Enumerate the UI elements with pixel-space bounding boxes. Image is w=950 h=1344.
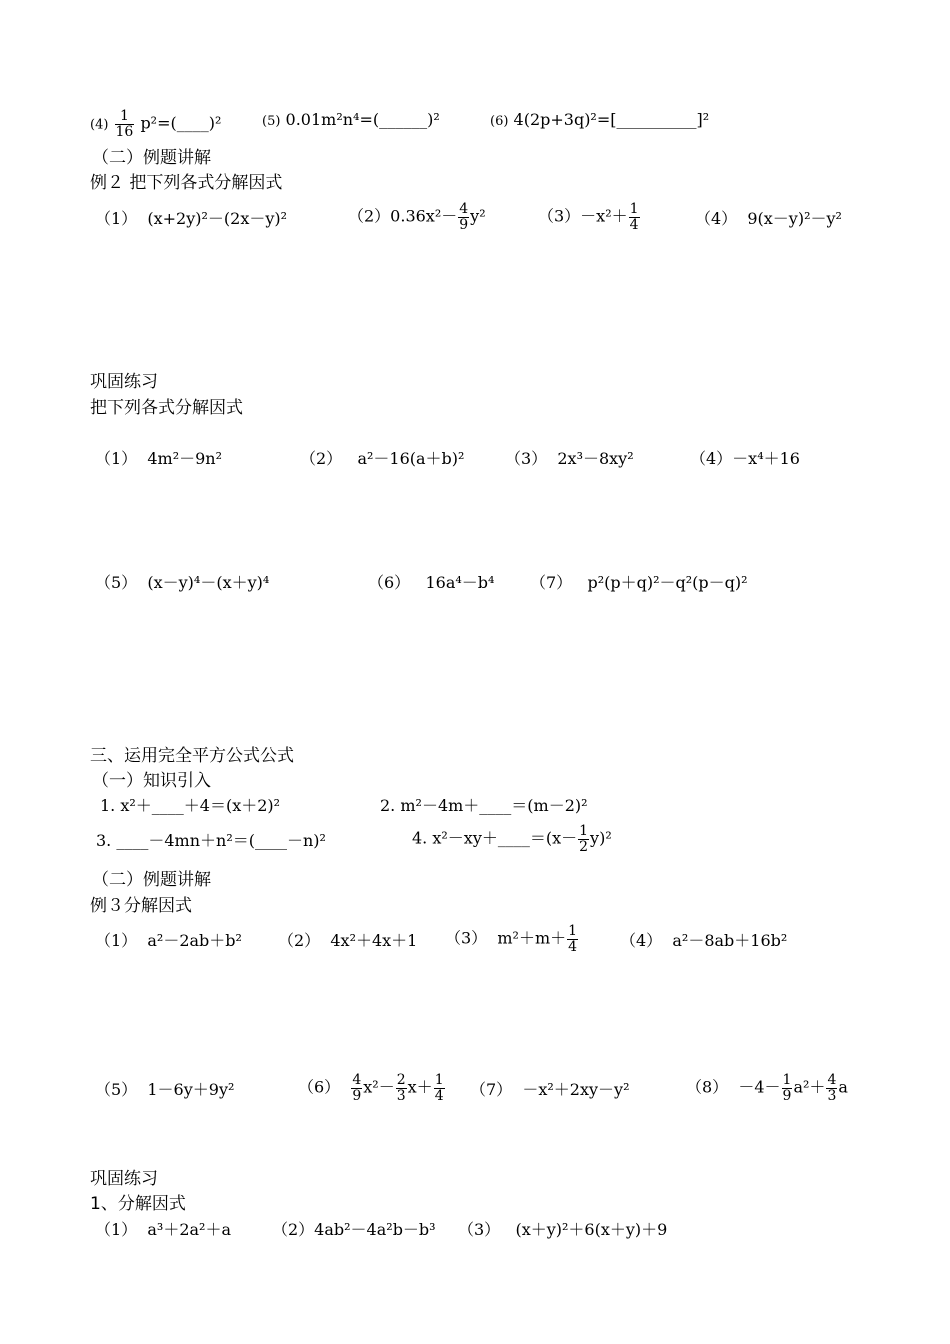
expression: (x+2y)²－(2x－y)² — [147, 209, 288, 228]
ex3-q7: （7） －x²＋2xy－y² — [470, 1080, 630, 1099]
c1-q3: （3） 2x³－8xy² — [505, 449, 634, 468]
expression: a³＋2a²＋a — [147, 1220, 231, 1239]
expression: 4x²＋4x＋1 — [330, 931, 418, 950]
intro2-item-4 — [90, 109, 221, 139]
intro3-item-1: 1. x²＋____＋4＝(x＋2)² — [100, 796, 281, 815]
c1-q2: （2） a²－16(a＋b)² — [300, 449, 465, 468]
expression: 0.01m²n⁴=(______)² — [285, 110, 440, 129]
expression: p²(p＋q)²－q²(p－q)² — [587, 573, 748, 592]
item-number: (4) — [90, 117, 109, 133]
ex3-q3: （3） m²＋m＋ $\frac{1}{4}$ — [445, 923, 578, 955]
item-number: (6) — [490, 114, 509, 129]
ex3-q4: （4） a²－8ab＋16b² — [620, 931, 788, 950]
expression: 2x³－8xy² — [557, 449, 634, 468]
expression: 1－6y＋9y² — [147, 1080, 235, 1099]
intro3-item-2: 2. m²－4m＋____＝(m－2)² — [380, 796, 588, 815]
ex2-q3: （3）－x²＋ $\frac{1}{4}$ — [538, 201, 639, 233]
ex3-q2: （2） 4x²＋4x＋1 — [278, 931, 418, 950]
expression: (x－y)⁴－(x＋y)⁴ — [147, 573, 270, 592]
fraction: $\frac{2}{3}$ — [396, 1072, 406, 1104]
intro3-item-4: 4. x²－xy＋____＝(x－ $\frac{1}{2}$ y)² — [412, 823, 612, 855]
expression: a²－16(a＋b)² — [357, 449, 465, 468]
subsection-heading: （二）例题讲解 — [92, 870, 211, 890]
section-heading: 三、运用完全平方公式公式 — [90, 746, 294, 766]
fraction: $\frac{4}{3}$ — [827, 1072, 837, 1104]
fraction: $\frac{4}{9}$ — [459, 201, 469, 233]
c1-q4: （4）－x⁴＋16 — [690, 449, 800, 468]
expression: 4m²－9n² — [147, 449, 223, 468]
item-number: (5) — [262, 114, 281, 129]
fraction: $\frac{1}{16}$ — [115, 108, 134, 140]
expression: 4(2p+3q)²=[__________]² — [513, 110, 710, 129]
fraction: $\frac{1}{4}$ — [629, 201, 639, 233]
ex3-q6: （6） $\frac{4}{9}$ x²－ $\frac{2}{3}$ x＋ $\frac{1}{4}$ — [298, 1072, 444, 1104]
fraction: $\frac{1}{4}$ — [434, 1072, 444, 1104]
c2-q1: （1） a³＋2a²＋a — [95, 1220, 231, 1239]
subsection-heading: （一）知识引入 — [92, 771, 211, 791]
c1-q1: （1） 4m²－9n² — [95, 449, 223, 468]
intro2-item-6 — [490, 112, 709, 128]
c1-q6: （6） 16a⁴－b⁴ — [368, 573, 495, 592]
expression: 16a⁴－b⁴ — [425, 573, 495, 592]
c1-q7: （7） p²(p＋q)²－q²(p－q)² — [530, 573, 748, 592]
expression: 9(x－y)²－y² — [747, 209, 842, 228]
instruction: 1、分解因式 — [90, 1194, 186, 1214]
section-heading: 巩固练习 — [90, 372, 158, 392]
ex3-q1: （1） a²－2ab＋b² — [95, 931, 242, 950]
ex2-q2: （2）0.36x²－ $\frac{4}{9}$ y² — [348, 201, 486, 233]
expression: a²－8ab＋16b² — [672, 931, 788, 950]
instruction: 把下列各式分解因式 — [90, 398, 243, 418]
fraction: $\frac{1}{4}$ — [568, 923, 578, 955]
c2-q2: （2）4ab²－4a²b－b³ — [272, 1220, 436, 1239]
intro3-item-3: 3. ____－4mn＋n²＝(____－n)² — [96, 831, 326, 850]
c2-q3: （3） (x＋y)²＋6(x＋y)＋9 — [458, 1220, 668, 1239]
ex2-q1: （1） (x+2y)²－(2x－y)² — [95, 209, 288, 228]
expression: －x²＋2xy－y² — [522, 1080, 630, 1099]
intro2-item-5 — [262, 112, 440, 128]
section-heading: 巩固练习 — [90, 1169, 158, 1189]
fraction: $\frac{4}{9}$ — [352, 1072, 362, 1104]
expression: (x＋y)²＋6(x＋y)＋9 — [515, 1220, 668, 1239]
example-title: 例２ 把下列各式分解因式 — [90, 173, 283, 193]
ex3-q8: （8） －4－ $\frac{1}{9}$ a²＋ $\frac{4}{3}$ a — [686, 1072, 848, 1104]
fraction: $\frac{1}{9}$ — [782, 1072, 792, 1104]
ex3-q5: （5） 1－6y＋9y² — [95, 1080, 235, 1099]
ex2-q4: （4） 9(x－y)²－y² — [695, 209, 842, 228]
fraction: $\frac{1}{2}$ — [579, 823, 589, 855]
section-heading: （二）例题讲解 — [92, 148, 211, 168]
example-title: 例３分解因式 — [90, 896, 192, 916]
expression: p²=(____)² — [140, 113, 222, 133]
expression: a²－2ab＋b² — [147, 931, 242, 950]
c1-q5: （5） (x－y)⁴－(x＋y)⁴ — [95, 573, 270, 592]
